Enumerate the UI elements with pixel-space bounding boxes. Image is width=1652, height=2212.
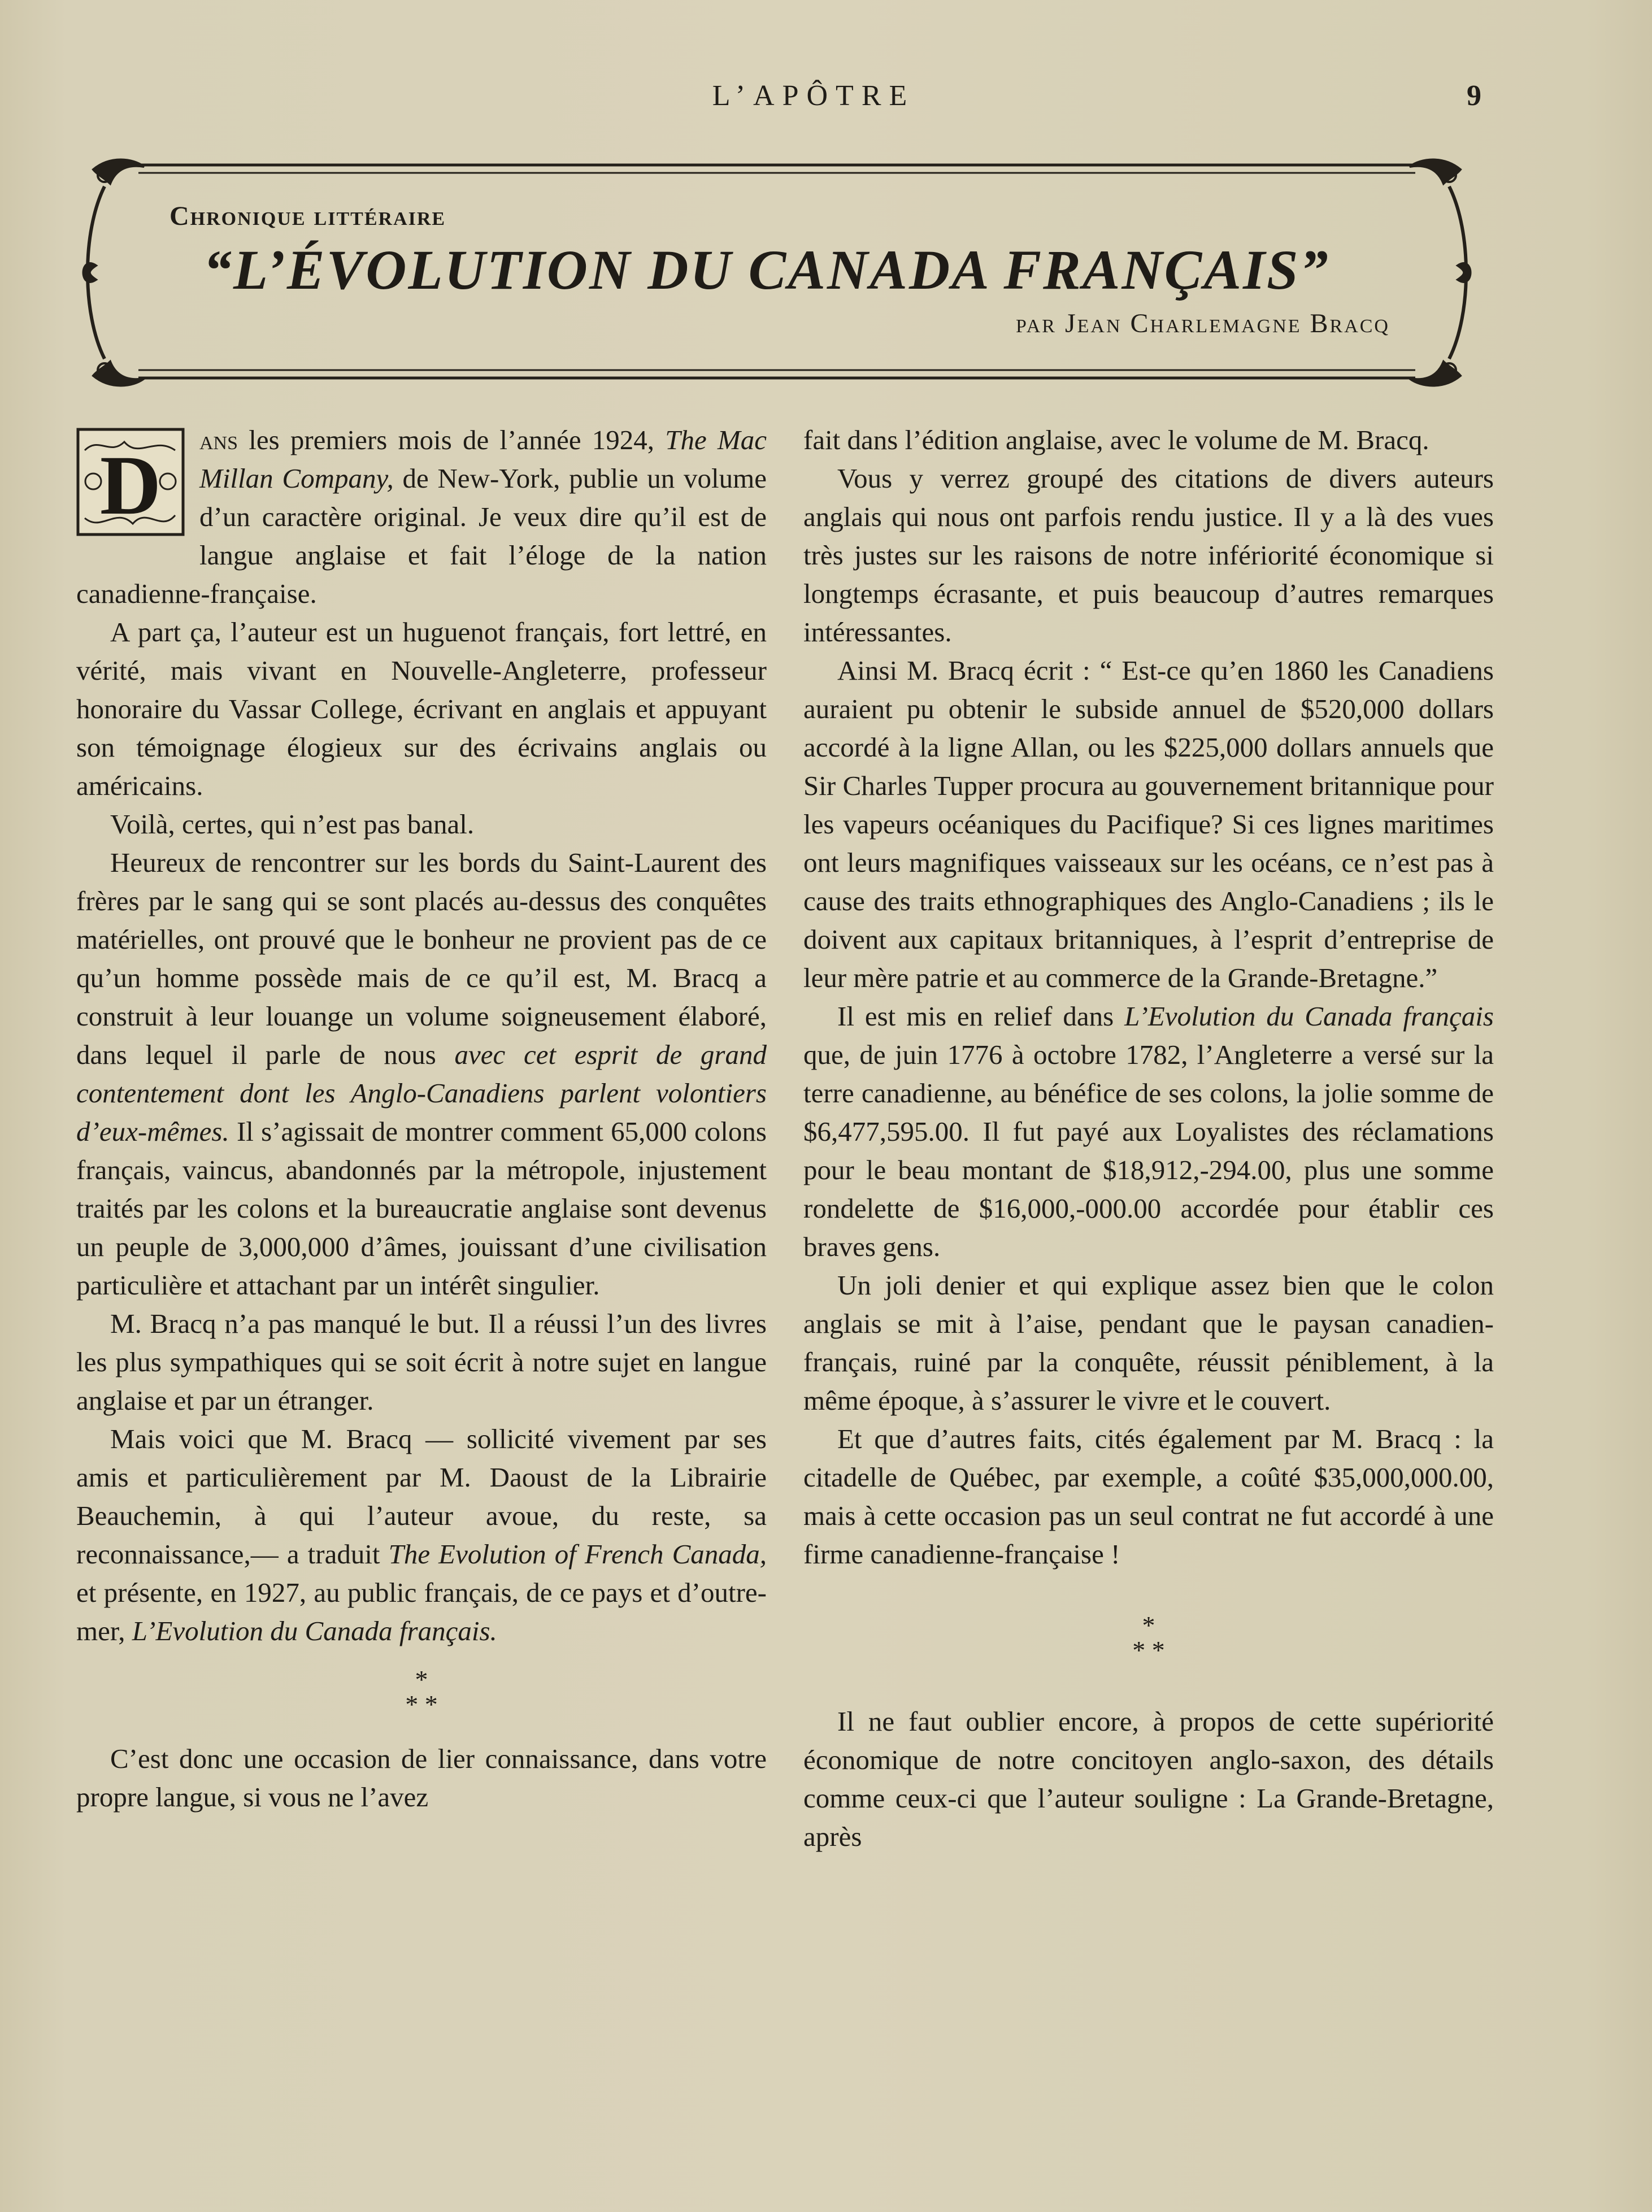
paragraph-1: D ans les premiers mois de l’année 1924, The Mac Millan Company, de New-York, publie un volume d’un caractère original. Je veux dire qu’il est de langue anglaise et fait l’éloge de la nation canadienne-française. [76,424,767,609]
paragraph-7: Il ne faut oublier encore, à propos de cette supériorité économique de notre concitoyen anglo-saxon, des détails comme ceux-ci que l’auteur souligne : La Grande-Bretagne, après [803,1706,1494,1852]
dropcap-letter: D [99,438,162,532]
byline: par Jean Charlemagne Bracq [1015,308,1390,338]
paragraph-continued: fait dans l’édition anglaise, avec le volume de M. Bracq. [803,424,1429,455]
section-asterism: * * * [405,1665,438,1719]
paragraph-4: Il est mis en relief dans L’Evolution du Canada français que, de juin 1776 à octobre 1782, l’Angleterre a versé sur la terre canadienne, au bénéfice de ses colons, la jolie somme de $6,477,595.00. Il fut payé aux Loyalistes des réclamations pour le beau montant de $18,912,-294.00, plus une somme rondelette de $16,000,-000.00 accordée pour établir ces braves gens. [803,1001,1494,1262]
right-column [803,421,1494,1856]
paragraph-5: Un joli denier et qui explique assez bien que le colon anglais se mit à l’aise, pendant que le paysan canadien-français, ruiné par la conquête, réussit péniblement, à la même époque, à s’assurer le vivre et le couvert. [803,1270,1494,1416]
paragraph-6: Mais voici que M. Bracq — sollicité vivement par ses amis et particulièrement par M. Daoust de la Librairie Beauchemin, à qui l’auteur avoue, du reste, sa reconnaissance,— a traduit The Evolution of French Canada, et présente, en 1927, au public français, de ce pays et d’outre-mer, L’Evolution du Canada français. [76,1423,767,1646]
section-asterism: * * * [1132,1611,1165,1665]
paragraph-6: Et que d’autres faits, cités également par M. Bracq : la citadelle de Québec, par exemple, a coûté $35,000,000.00, mais à cette occasion pas un seul contrat ne fut accordé à une firme canadienne-française ! [803,1423,1494,1570]
running-head: L’APÔTRE [712,80,915,112]
section-kicker: Chronique littéraire [169,201,446,231]
dropcap-ornament-icon [76,428,185,536]
paragraph-2: A part ça, l’auteur est un huguenot français, fort lettré, en vérité, mais vivant en Nouvelle-Angleterre, professeur honoraire du Vassar College, écrivant en anglais et appuyant son témoignage élogieux sur des écrivains anglais ou américains. [76,616,767,801]
left-column [76,421,767,1816]
article-title: “L’ÉVOLUTION DU CANADA FRANÇAIS” [203,238,1330,301]
paragraph-3: Ainsi M. Bracq écrit : “ Est-ce qu’en 1860 les Canadiens auraient pu obtenir le subside annuel de $520,000 dollars accordé à la ligne Allan, ou les $225,000 dollars annuels que Sir Charles Tupper procura au gouvernement britannique pour les vapeurs océaniques du Pacifique? Si ces lignes maritimes ont leurs magnifiques vaisseaux sur les océans, ce n’est pas à cause des traits ethnographiques des Anglo-Canadiens ; ils le doivent aux capitaux britanniques, à l’esprit d’entreprise de leur mère patrie et au commerce de la Grande-Bretagne.” [803,655,1494,993]
paragraph-4: Heureux de rencontrer sur les bords du Saint-Laurent des frères par le sang qui se sont placés au-dessus des conquêtes matérielles, ont prouvé que le bonheur ne provient pas de ce qu’un homme possède mais de ce qu’il est, M. Bracq a construit à leur louange un volume soigneusement élaboré, dans lequel il parle de nous avec cet esprit de grand contentement dont les Anglo-Canadiens parlent volontiers d’eux-mêmes. Il s’agissait de montrer comment 65,000 colons français, vaincus, abandonnés par la métropole, injustement traités par les colons et la bureaucratie anglaise sont devenus un peuple de 3,000,000 d’âmes, jouissant d’une civilisation particulière et attachant par un intérêt singulier. [76,847,767,1301]
dropcap-rest: ans [199,424,238,455]
page-number: 9 [1467,80,1481,112]
paragraph-2: Vous y verrez groupé des citations de divers auteurs anglais qui nous ont parfois rendu justice. Il y a là des vues très justes sur les raisons de notre infériorité économique si longtemps écrasante, et puis beaucoup d’autres remarques intéressantes. [803,463,1494,647]
paragraph-3: Voilà, certes, qui n’est pas banal. [110,809,475,840]
paragraph-5: M. Bracq n’a pas manqué le but. Il a réussi l’un des livres les plus sympathiques qui se soit écrit à notre sujet en langue anglaise et par un étranger. [76,1308,767,1416]
paragraph-7: C’est donc une occasion de lier connaissance, dans votre propre langue, si vous ne l’avez [76,1743,767,1813]
